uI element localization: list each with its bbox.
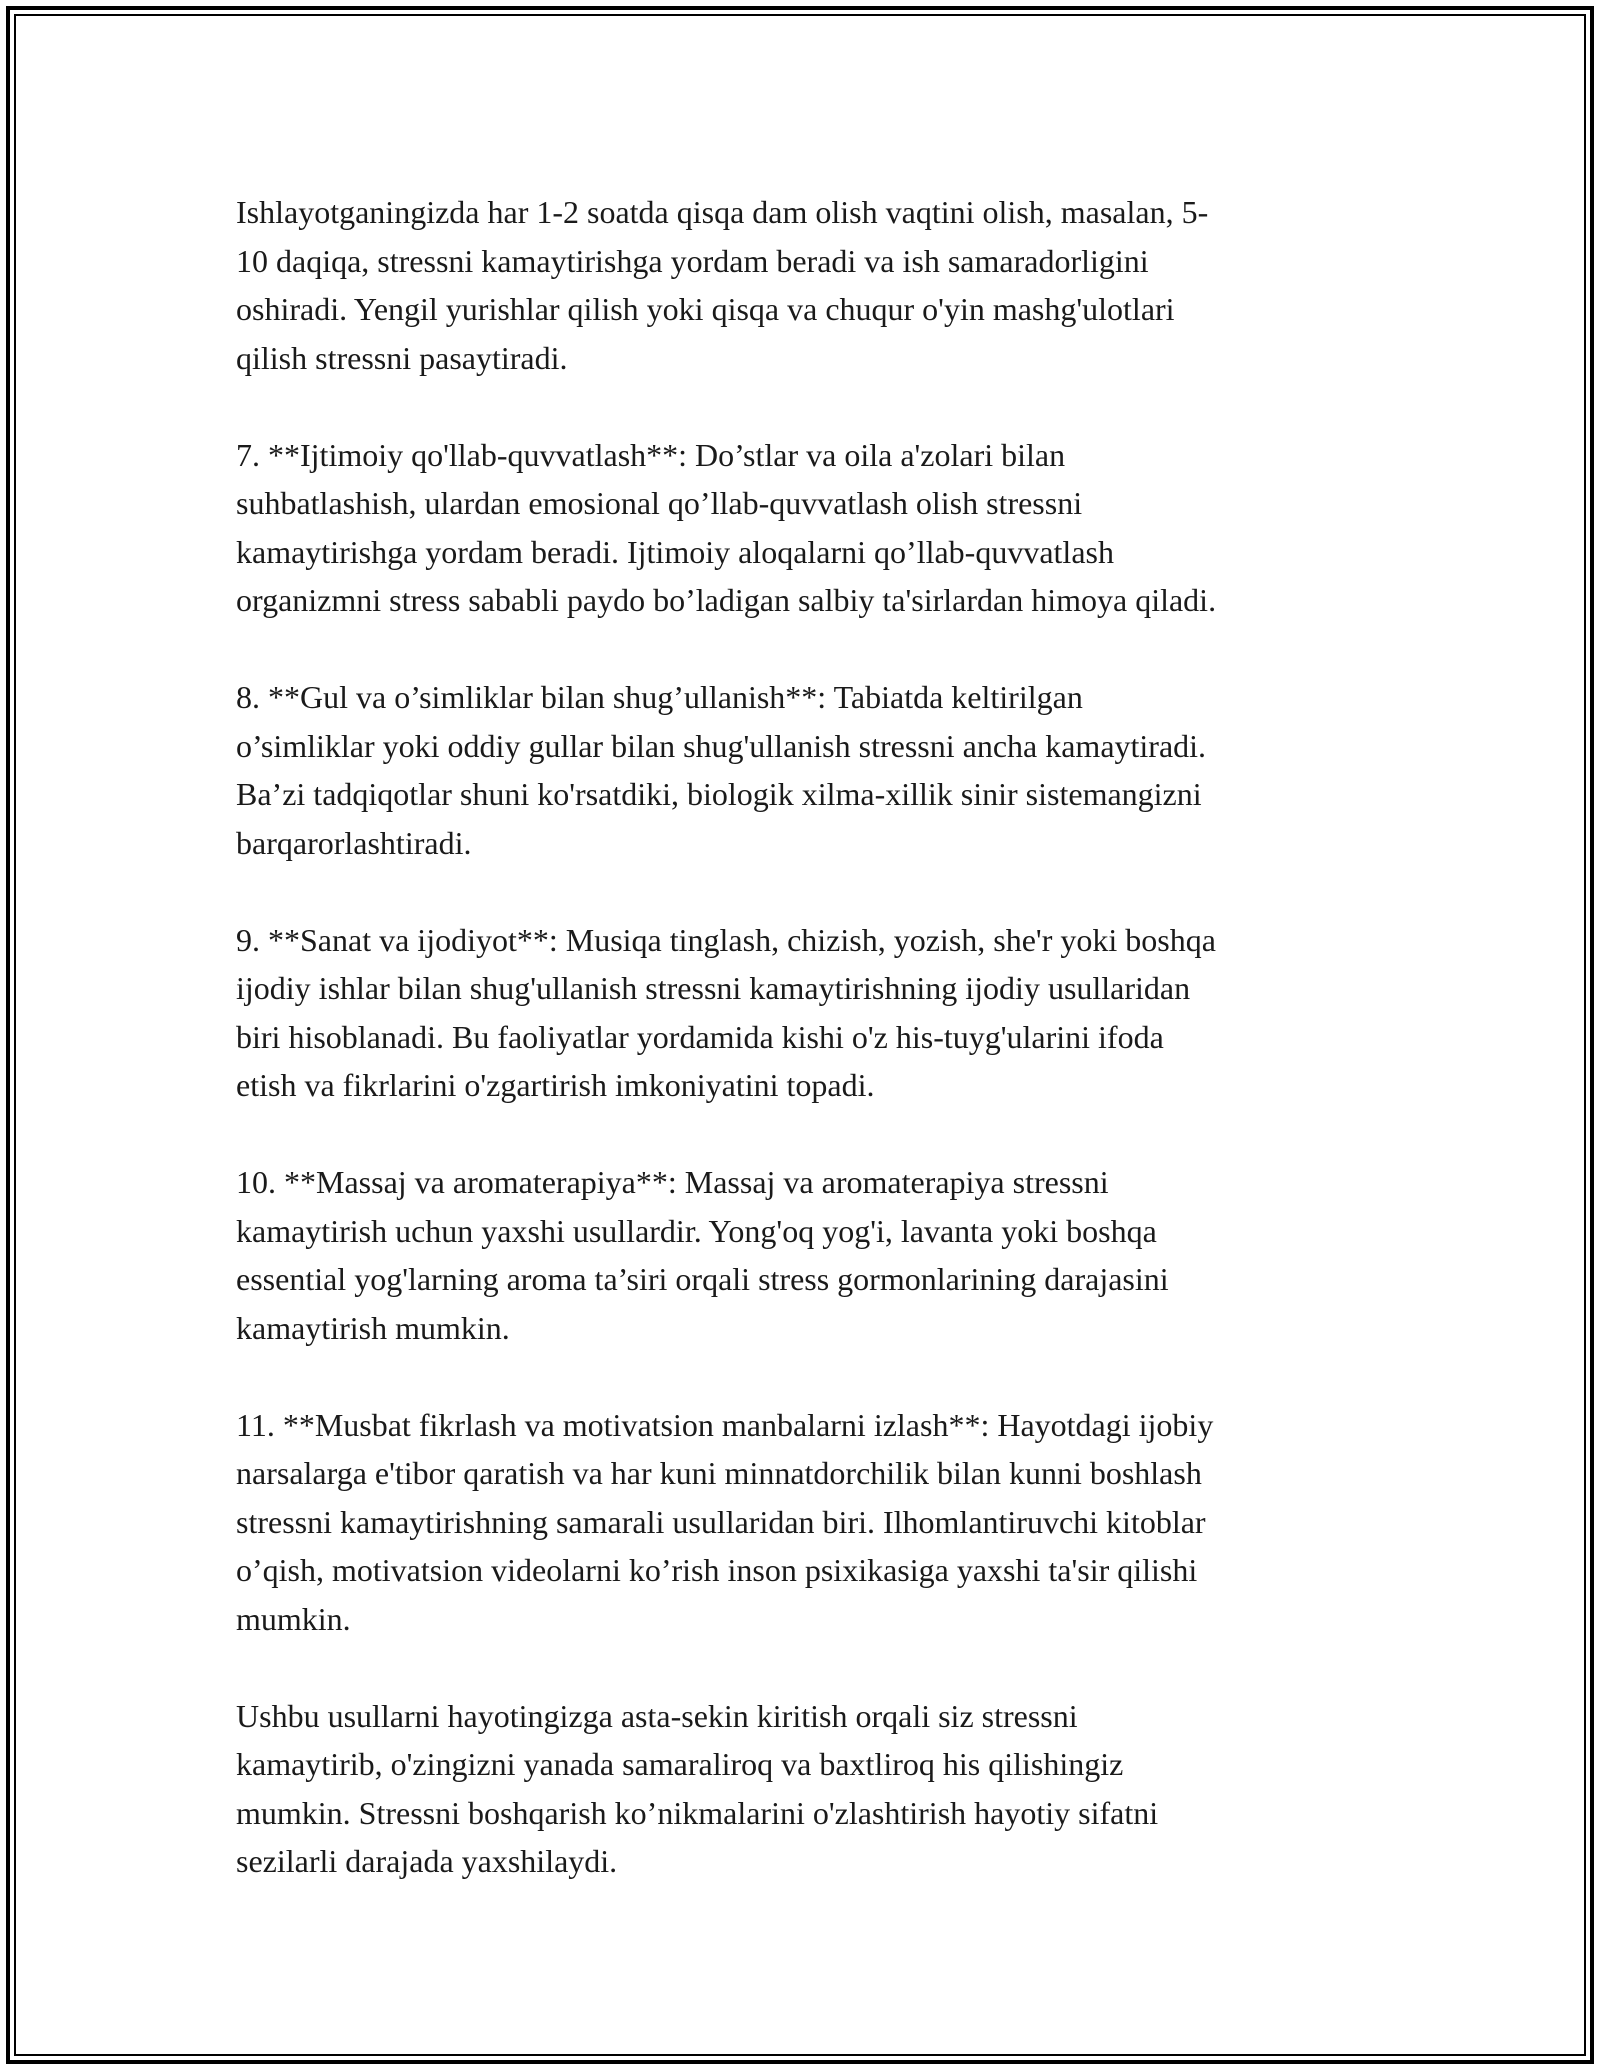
text-line: barqarorlashtiradi. [236, 824, 472, 861]
text-line: 8. **Gul va o’simliklar bilan shug’ullanish**: Tabiatda keltirilgan [236, 679, 1083, 715]
paragraph-item-11 [236, 1401, 1376, 1644]
text-line: o’qish, motivatsion videolarni ko’rish inson psixikasiga yaxshi ta'sir qilishi [236, 1552, 1198, 1588]
text-line: Ishlayotganingizda har 1-2 soatda qisqa dam olish vaqtini olish, masalan, 5- [236, 194, 1209, 230]
text-line: kamaytirish uchun yaxshi usullardir. Yong'oq yog'i, lavanta yoki boshqa [236, 1212, 1157, 1249]
paragraph-conclusion [236, 1692, 1376, 1886]
text-line: mumkin. [236, 1600, 351, 1637]
text-line: 10. **Massaj va aromaterapiya**: Massaj va aromaterapiya stressni [236, 1164, 1109, 1200]
text-line: o’simliklar yoki oddiy gullar bilan shug'ullanish stressni ancha kamaytiradi. [236, 727, 1207, 764]
paragraph-item-9 [236, 916, 1376, 1110]
paragraph-item-8 [236, 673, 1376, 867]
text-line: 11. **Musbat fikrlash va motivatsion manbalarni izlash**: Hayotdagi ijobiy [236, 1406, 1214, 1443]
text-line: Ba’zi tadqiqotlar shuni ko'rsatdiki, biologik xilma-xillik sinir sistemangizni [236, 776, 1202, 812]
text-line: ijodiy ishlar bilan shug'ullanish stressni kamaytirishning ijodiy usullaridan [236, 970, 1191, 1006]
document-body [236, 188, 1376, 1934]
paragraph-item-7 [236, 431, 1376, 625]
text-line: 10 daqiqa, stressni kamaytirishga yordam beradi va ish samaradorligini [236, 242, 1149, 279]
text-line: 7. **Ijtimoiy qo'llab-quvvatlash**: Do’stlar va oila a'zolari bilan [236, 436, 1066, 473]
text-line: Ushbu usullarni hayotingizga asta-sekin kiritish orqali siz stressni [236, 1697, 1078, 1734]
text-line: stressni kamaytirishning samarali usullaridan biri. Ilhomlantiruvchi kitoblar [236, 1503, 1206, 1540]
text-line: narsalarga e'tibor qaratish va har kuni minnatdorchilik bilan kunni boshlash [236, 1455, 1202, 1491]
text-line: qilish stressni pasaytiradi. [236, 339, 568, 376]
text-line: kamaytirib, o'zingizni yanada samaraliroq va baxtliroq his qilishingiz [236, 1746, 1124, 1782]
text-line: organizmni stress sababli paydo bo’ladigan salbiy ta'sirlardan himoya qiladi. [236, 582, 1217, 618]
paragraph-break-advice [236, 188, 1376, 382]
text-line: oshiradi. Yengil yurishlar qilish yoki qisqa va chuqur o'yin mashg'ulotlari [236, 291, 1175, 327]
text-line: etish va fikrlarini o'zgartirish imkoniyatini topadi. [236, 1067, 875, 1103]
text-line: biri hisoblanadi. Bu faoliyatlar yordamida kishi o'z his-tuyg'ularini ifoda [236, 1018, 1164, 1055]
text-line: kamaytirish mumkin. [236, 1309, 510, 1346]
text-line: essential yog'larning aroma ta’siri orqali stress gormonlarining darajasini [236, 1261, 1169, 1297]
text-line: mumkin. Stressni boshqarish ko’nikmalarini o'zlashtirish hayotiy sifatni [236, 1794, 1159, 1831]
text-line: kamaytirishga yordam beradi. Ijtimoiy aloqalarni qo’llab-quvvatlash [236, 533, 1114, 570]
text-line: 9. **Sanat va ijodiyot**: Musiqa tinglash, chizish, yozish, she'r yoki boshqa [236, 921, 1216, 958]
text-line: sezilarli darajada yaxshilaydi. [236, 1843, 618, 1879]
text-line: suhbatlashish, ulardan emosional qo’llab-quvvatlash olish stressni [236, 485, 1083, 521]
paragraph-item-10 [236, 1158, 1376, 1352]
